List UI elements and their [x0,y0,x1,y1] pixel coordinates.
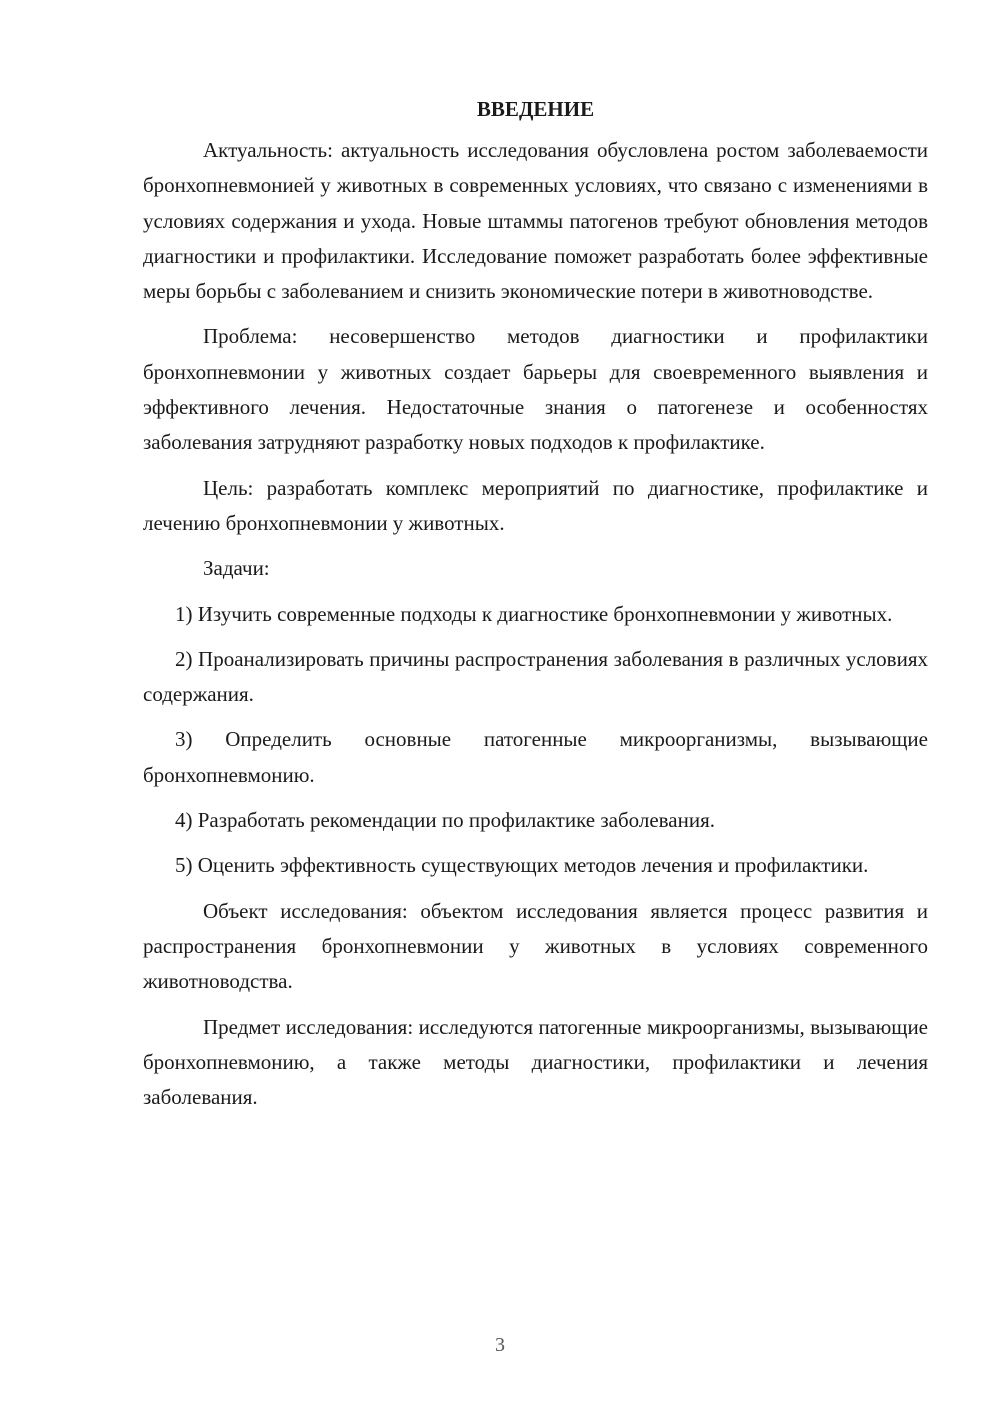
page-number: 3 [495,1334,505,1356]
task-item-2: 2) Проанализировать причины распространения заболевания в различных условиях содержания. [143,646,928,707]
goal-paragraph: Цель: разработать комплекс мероприятий по диагностике, профилактике и лечению бронхопневмонии у животных. [143,475,928,535]
research-subject-paragraph: Предмет исследования: исследуются патогенные микроорганизмы, вызывающие бронхопневмонию, а также методы диагностики, профилактики и лечения заболевания. [143,1014,928,1110]
relevance-paragraph: Актуальность: актуальность исследования обусловлена ростом заболеваемости бронхопневмонией у животных в современных условиях, что связано с изменениями в условиях содержания и ухода. Новые штаммы патогенов требуют обновления методов диагностики и профилактики. Исследование поможет разработать более эффективные меры борьбы с заболеванием и снизить экономические потери в животноводстве. [143,138,928,304]
research-object-paragraph: Объект исследования: объектом исследования является процесс развития и распространения бронхопневмонии у животных в условиях современного животноводства. [143,898,928,994]
tasks-heading: Задачи: [203,556,270,581]
task-item-4: 4) Разработать рекомендации по профилактике заболевания. [175,808,715,833]
document-body [143,92,928,1125]
task-item-1: 1) Изучить современные подходы к диагностике бронхопневмонии у животных. [175,601,893,626]
problem-paragraph: Проблема: несовершенство методов диагностики и профилактики бронхопневмонии у животных создает барьеры для своевременного выявления и эффективного лечения. Недостаточные знания о патогенезе и особенностях заболевания затрудняют разработку новых подходов к профилактике. [143,324,928,455]
task-item-3: 3) Определить основные патогенные микроорганизмы, вызывающие бронхопневмонию. [143,727,928,787]
section-title: ВВЕДЕНИЕ [476,97,595,121]
task-item-5: 5) Оценить эффективность существующих методов лечения и профилактики. [175,853,869,878]
